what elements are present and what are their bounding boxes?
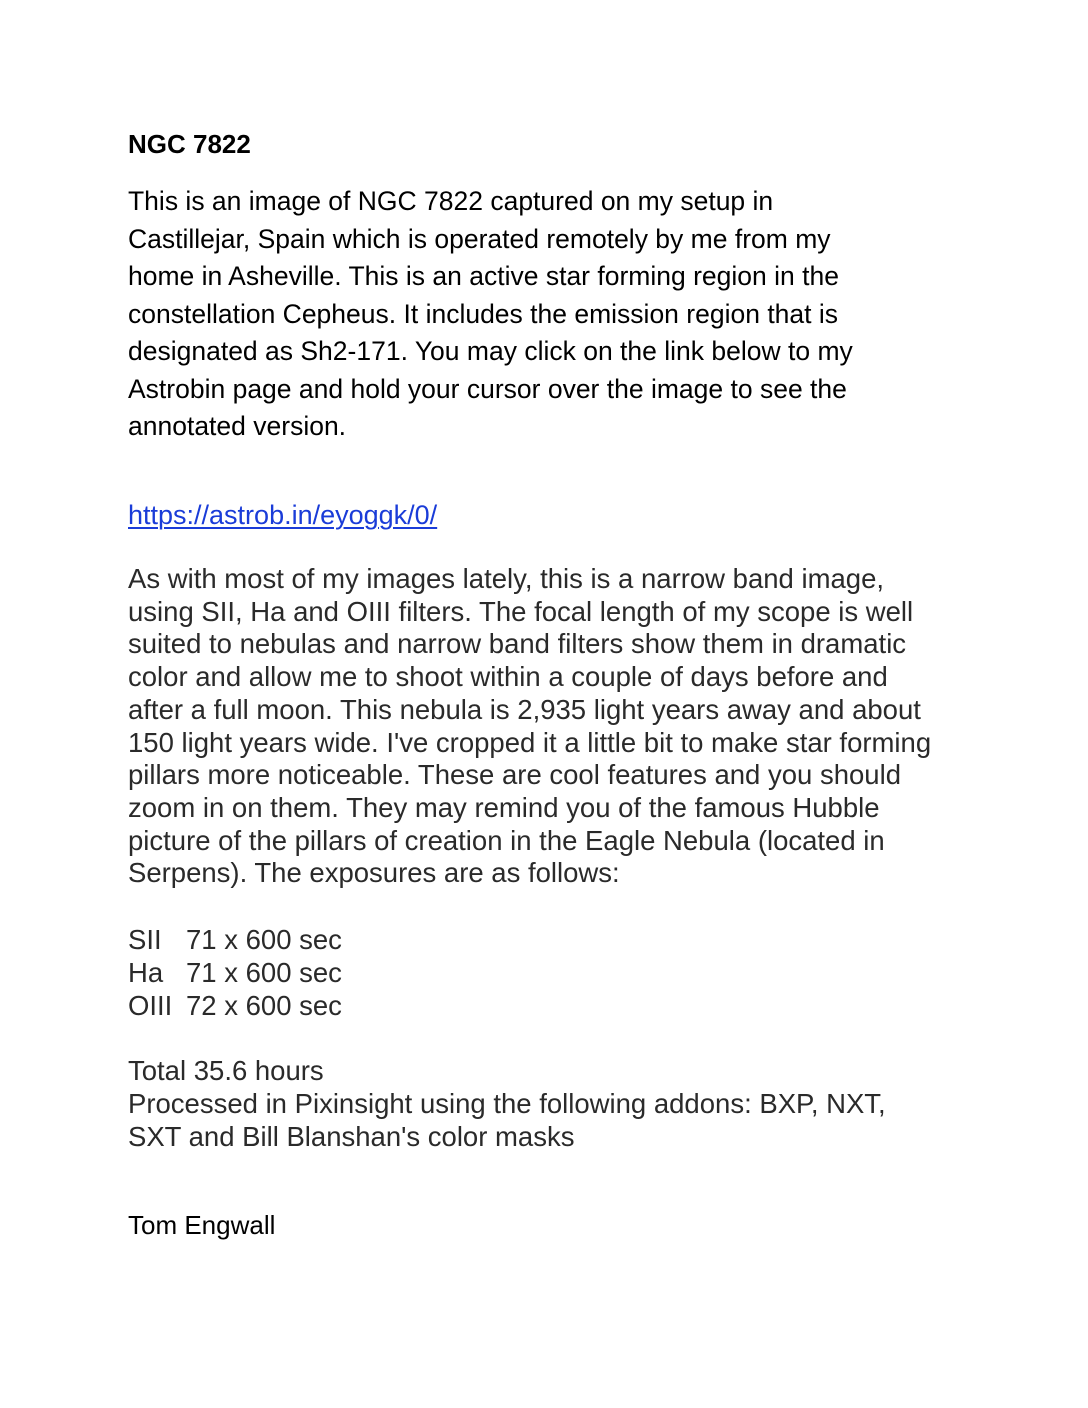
description-line: pillars more noticeable. These are cool features and you should — [128, 759, 902, 791]
processing-line: SXT and Bill Blanshan's color masks — [128, 1121, 575, 1152]
intro-line: designated as Sh2-171. You may click on the link below to my — [128, 336, 853, 366]
description-line: using SII, Ha and OIII filters. The focal length of my scope is well — [128, 595, 914, 627]
closing-paragraph — [128, 1054, 886, 1153]
exposure-row — [128, 956, 342, 989]
author-signature: Tom Engwall — [128, 1210, 276, 1240]
processing-line: Processed in Pixinsight using the following addons: BXP, NXT, — [128, 1088, 886, 1119]
description-line: picture of the pillars of creation in the Eagle Nebula (located in — [128, 824, 885, 856]
description-line: color and allow me to shoot within a couple of days before and — [128, 661, 888, 693]
astrobin-link[interactable]: https://astrob.in/eyoggk/0/ — [128, 500, 438, 530]
exposure-detail: 72 x 600 sec — [186, 990, 342, 1021]
total-hours: Total 35.6 hours — [128, 1055, 324, 1086]
exposure-filter: Ha — [128, 957, 164, 988]
intro-line: constellation Cepheus. It includes the emission region that is — [128, 298, 839, 329]
exposure-filter: OIII — [128, 990, 173, 1021]
intro-line: Castillejar, Spain which is operated remotely by me from my — [128, 223, 831, 254]
document-title: NGC 7822 — [128, 129, 251, 159]
description-line: zoom in on them. They may remind you of the famous Hubble — [128, 791, 880, 823]
exposure-row — [128, 989, 342, 1022]
description-line: after a full moon. This nebula is 2,935 light years away and about — [128, 693, 921, 725]
exposure-detail: 71 x 600 sec — [186, 924, 342, 955]
intro-line: This is an image of NGC 7822 captured on my setup in — [128, 186, 774, 216]
exposure-detail: 71 x 600 sec — [186, 957, 342, 988]
intro-line: Astrobin page and hold your cursor over the image to see the — [128, 373, 847, 404]
exposure-filter: SII — [128, 924, 162, 955]
exposure-row — [128, 923, 342, 956]
description-line: 150 light years wide. I've cropped it a little bit to make star forming — [128, 726, 932, 758]
intro-paragraph — [128, 183, 968, 446]
exposure-list — [128, 923, 342, 1022]
description-line: As with most of my images lately, this is a narrow band image, — [128, 563, 885, 594]
description-paragraph — [128, 563, 931, 890]
intro-line: annotated version. — [128, 411, 347, 441]
description-line: Serpens). The exposures are as follows: — [128, 857, 620, 889]
description-line: suited to nebulas and narrow band filters show them in dramatic — [128, 628, 907, 660]
intro-line: home in Asheville. This is an active star forming region in the — [128, 261, 839, 291]
